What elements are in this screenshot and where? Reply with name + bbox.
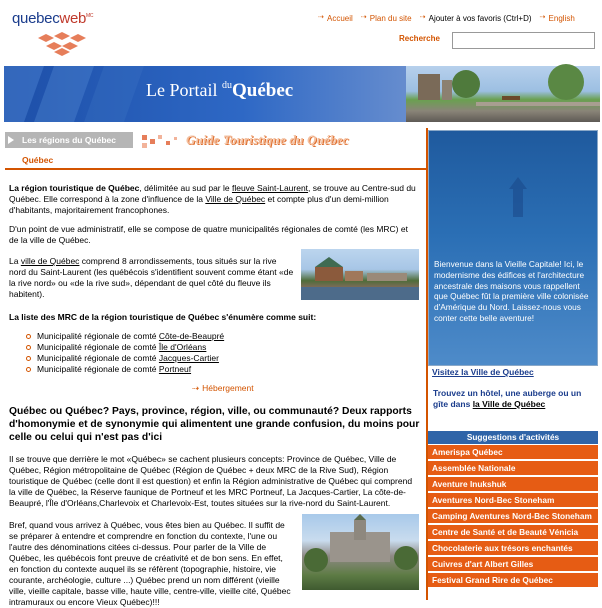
mrc-link[interactable]: Île d'Orléans: [158, 342, 207, 352]
ville-quebec-link[interactable]: Ville de Québec: [205, 194, 266, 204]
suggestions-list: [428, 445, 598, 589]
list-item: Municipalité régionale de comté Portneuf: [26, 364, 224, 375]
quebecweb-logo[interactable]: [12, 10, 122, 56]
page-subhead: Québec: [22, 155, 54, 165]
english-link[interactable]: English: [548, 13, 575, 23]
top-link-english[interactable]: [540, 13, 575, 23]
bullet-icon: [26, 345, 31, 350]
list-item: Municipalité régionale de comté Jacques-Cartier: [26, 353, 224, 364]
portal-banner: [4, 66, 600, 122]
logo-diamonds-icon: [32, 30, 102, 56]
search-input[interactable]: [452, 32, 595, 49]
admin-paragraph: D'un point de vue administratif, elle se compose de quatre municipalités régionales de comté (les MRC) et de la ville de Québec.: [9, 224, 408, 245]
visit-quebec-link[interactable]: Visitez la Ville de Québec: [432, 367, 534, 377]
suggestion-item[interactable]: Assemblée Nationale: [428, 461, 598, 477]
guide-touristique-title: Guide Touristique du Québec: [186, 132, 349, 147]
banner-stripes-icon: [4, 66, 144, 122]
hebergement-link[interactable]: ⇢ Hébergement: [192, 383, 254, 393]
intro-paragraph: La région touristique de Québec, délimitée au sud par le fleuve Saint-Laurent, se trouve au Centre-sud du Québec. Elle correspond à la zone d'influence de la Ville de Québec et compte plus d'un demi-million d'habitants, majoritairement francophones.: [9, 183, 416, 215]
section-tab-regions[interactable]: Les régions du Québec: [5, 132, 133, 148]
arrow-icon: ⇢: [419, 14, 426, 21]
parliament-photo-icon: [302, 514, 419, 590]
suggestion-item[interactable]: Cuivres d'art Albert Gilles: [428, 557, 598, 573]
mrc-link[interactable]: Jacques-Cartier: [158, 353, 219, 363]
arrow-icon: ⇢: [360, 14, 367, 21]
parliament-photo: [302, 514, 419, 590]
bullet-icon: [26, 356, 31, 361]
mrc-link[interactable]: Portneuf: [158, 364, 192, 374]
bref-paragraph: Bref, quand vous arrivez à Québec, vous êtes bien au Québec. Il suffit de se préparer à entendre et comprendre en fonction du contexte, l'une ou l'autre des dénominations citées ci-dessus. Pour parler de la Ville de Québec, les québécois font preuve de créativité et de bon sens. En effet, en fonction du contexte auquel ils se réfèrent (topographie, histoire, vie courante, archéologie, culture ...) Québec prend un nom différent (vieille ville, vieille capitale, basse ville, haute ville, centre-ville, vieille cité, Québec intramuraux ou encore Vieux Québec)!!!: [9, 520, 291, 607]
ajouter-favoris-link[interactable]: Ajouter à vos favoris (Ctrl+D): [428, 13, 532, 23]
list-item: Municipalité régionale de comté Côte-de-Beaupré: [26, 331, 224, 342]
list-item: Municipalité régionale de comté Île d'Orléans: [26, 342, 224, 353]
tab-arrow-icon: [8, 136, 14, 144]
top-link-favoris[interactable]: [420, 13, 532, 23]
banner-title: Le Portail $^{du}$Québec: [146, 80, 294, 101]
mrc-list-intro: La liste des MRC de la région touristique de Québec s'énumère comme suit:: [9, 312, 317, 322]
accueil-link[interactable]: Accueil: [327, 13, 353, 23]
ville-paragraph: La ville de Québec comprend 8 arrondissements, tous situés sur la rive nord du Saint-Laurent (les québécois s'identifient souvent comme étant «de la rive nord» ou «de la rive sud», dépendant de quel côté du fleuve ils habitent).: [9, 256, 294, 299]
suggestion-item[interactable]: Camping Aventures Nord-Bec Stoneham: [428, 509, 598, 525]
plan-du-site-link[interactable]: Plan du site: [369, 13, 412, 23]
quebec-street-photo-icon: [406, 66, 600, 122]
suggestion-item[interactable]: Aventure Inukshuk: [428, 477, 598, 493]
mrc-list: [26, 331, 224, 375]
suggestion-item[interactable]: Festival Grand Rire de Québec: [428, 573, 598, 589]
search-label: Recherche: [399, 34, 440, 43]
ville-de-quebec-link[interactable]: ville de Québec: [20, 256, 80, 266]
lodging-link[interactable]: la Ville de Québec: [472, 398, 546, 409]
welcome-promo: [428, 130, 598, 366]
arrow-icon: ⇢: [539, 14, 546, 21]
suggestion-item[interactable]: Aventures Nord-Bec Stoneham: [428, 493, 598, 509]
fleuve-link[interactable]: fleuve Saint-Laurent: [231, 183, 309, 193]
chateau-photo-icon: [301, 249, 419, 300]
find-lodging-text: Trouvez un hôtel, une auberge ou un gîte dans la Ville de Québec: [433, 388, 582, 409]
top-links-nav: [318, 13, 575, 23]
bullet-icon: [26, 367, 31, 372]
arrow-icon: ⇢: [192, 383, 200, 393]
chateau-frontenac-photo: [301, 249, 419, 300]
suggestions-header: Suggestions d'activités: [428, 431, 598, 444]
top-link-accueil[interactable]: [318, 13, 353, 23]
top-link-plan[interactable]: [361, 13, 412, 23]
suggestion-item[interactable]: Chocolaterie aux trésors enchantés: [428, 541, 598, 557]
fortress-silhouette-icon: [429, 131, 599, 255]
section-divider: [5, 168, 426, 170]
bullet-icon: [26, 334, 31, 339]
arrow-icon: ⇢: [318, 14, 324, 21]
suggestion-item[interactable]: Centre de Santé et de Beauté Vénicia: [428, 525, 598, 541]
logo-wordmark: quebecweb$^{MC}$: [12, 10, 94, 27]
homonymie-heading: Québec ou Québec? Pays, province, région, ville, ou communauté? Deux rapports d'homonymie et de synonymie qui alimentent une grande confusion, du moins pour celle ou celui qui n'est pas d'ici: [9, 406, 420, 443]
guide-dots-icon: [140, 133, 182, 149]
concepts-paragraph: Il se trouve que derrière le mot «Québec» se cachent plusieurs concepts: Province de Québec, Ville de Québec, Région métropolitaine de Québec (Région de Québec + deux MRC de la Rive Sud), Région touristique de Québec (celle dont il est question) et enfin la Région administrative de Québec qui comprend la ville de Québec, la Réserve faunique de Portneuf et les MRC Portneuf, La Jacques-Cartier, La côte-de-Beaupré, l'Île d'Orléans,Charlevoix et Charlevoix-Est, toutes situées sur la rive-nord du Saint-Laurent.: [9, 454, 413, 508]
mrc-link[interactable]: Côte-de-Beaupré: [158, 331, 225, 341]
banner-photo: [406, 66, 600, 122]
welcome-text: Bienvenue dans la Vieille Capitale! Ici, le modernisme des édifices et l'architecture ancestrale des maisons vous rappellent que Québec fût la première ville colonisée d'Amérique du Nord. Laissez-nous vous conter cette belle aventure!: [434, 259, 589, 323]
suggestion-item[interactable]: Amerispa Québec: [428, 445, 598, 461]
